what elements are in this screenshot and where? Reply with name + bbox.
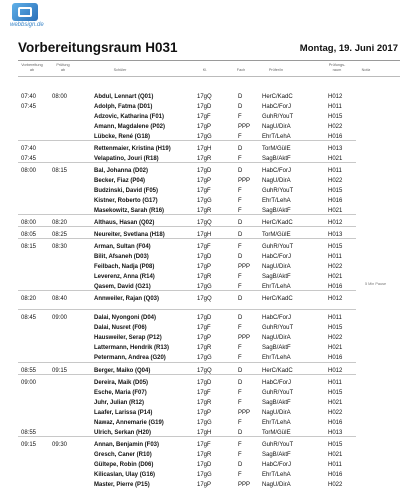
cell-raum: H011	[328, 104, 342, 110]
cell-fach: D	[238, 104, 243, 110]
cell-pruefer: HerC/KadC	[262, 220, 293, 226]
cell-raum: H016	[328, 355, 343, 361]
cell-raum: H016	[328, 134, 343, 140]
cell-fach: PPP	[238, 178, 251, 184]
cell-name: Rettenmaier, Kristina (H19)	[94, 146, 171, 152]
cell-klasse: 17gQ	[197, 94, 212, 100]
cell-pruefer: NagU/DirA	[262, 124, 291, 130]
cell-name: Hausweiler, Serap (P12)	[94, 335, 162, 341]
table-row	[0, 154, 418, 164]
cell-fach: F	[238, 156, 242, 162]
table-row	[0, 460, 418, 470]
cell-klasse: 17gH	[197, 232, 212, 238]
cell-klasse: 17gD	[197, 380, 212, 386]
cell-fach: PPP	[238, 482, 251, 488]
cell-pruefer: HabC/ForJ	[262, 168, 292, 174]
cell-vorbereitung: 08:20	[21, 296, 37, 302]
cell-klasse: 17gR	[197, 156, 212, 162]
cell-vorbereitung: 07:45	[21, 156, 37, 162]
cell-name: Becker, Fiaz (P04)	[94, 178, 146, 184]
cell-raum: H022	[328, 264, 343, 270]
cell-raum: H013	[328, 146, 343, 152]
cell-vorbereitung: 08:00	[21, 220, 37, 226]
cell-pruefer: GuhR/YouT	[262, 188, 294, 194]
cell-fach: F	[238, 325, 242, 331]
table-row	[0, 282, 418, 292]
cell-raum: H013	[328, 430, 343, 436]
cell-raum: H013	[328, 232, 343, 238]
column-header-raum-line2: raum	[332, 67, 342, 72]
cell-klasse: 17gF	[197, 325, 211, 331]
cell-fach: D	[238, 94, 243, 100]
cell-vorbereitung: 09:15	[21, 442, 37, 448]
cell-pruefer: GuhR/YouT	[262, 244, 294, 250]
cell-pruefer: GuhR/YouT	[262, 325, 294, 331]
page-title: Vorbereitungsraum H031	[18, 40, 178, 55]
cell-klasse: 17gG	[197, 420, 212, 426]
cell-fach: F	[238, 420, 242, 426]
table-header-divider	[18, 76, 400, 77]
cell-name: Bilit, Afsaneh (D03)	[94, 254, 149, 260]
cell-klasse: 17gR	[197, 274, 212, 280]
column-header-vorbereitung-line1: Vorbereitung	[21, 63, 43, 67]
cell-klasse: 17gG	[197, 472, 212, 478]
table-row	[0, 196, 418, 206]
cell-pruefer: EhrT/LehA	[262, 420, 291, 426]
cell-pruefer: EhrT/LehA	[262, 198, 291, 204]
cell-name: Annweiler, Rajan (Q03)	[94, 296, 160, 302]
cell-name: Gresch, Caner (R10)	[94, 452, 152, 458]
cell-name: Masekowitz, Sarah (R16)	[94, 208, 165, 214]
table-row	[0, 112, 418, 122]
cell-pruefer: SagB/AktF	[262, 345, 291, 351]
table-row	[0, 418, 418, 428]
table-row	[0, 323, 418, 333]
cell-raum: H021	[328, 274, 343, 280]
table-row	[0, 218, 418, 228]
column-header-pruefer: Prüfer/in	[268, 68, 284, 72]
cell-pruefer: SagB/AktF	[262, 156, 291, 162]
cell-pruefer: EhrT/LehA	[262, 472, 291, 478]
cell-klasse: 17gR	[197, 208, 212, 214]
column-header-raum-line1: Prüfungs-	[328, 63, 346, 67]
table-row	[0, 378, 418, 388]
table-row	[0, 102, 418, 112]
cell-raum: H016	[328, 198, 343, 204]
cell-pruefer: HerC/KadC	[262, 94, 293, 100]
cell-pruefer: SagB/AktF	[262, 208, 291, 214]
cell-pruefer: EhrT/LehA	[262, 134, 291, 140]
cell-name: Feilbach, Nadja (P08)	[94, 264, 155, 270]
table-row	[0, 166, 418, 176]
cell-pruefung: 08:25	[52, 232, 68, 238]
table-row	[0, 480, 418, 490]
cell-vorbereitung: 09:00	[21, 380, 37, 386]
pause-note: 5 Min Pause	[365, 282, 387, 286]
cell-raum: H021	[328, 156, 343, 162]
cell-raum: H021	[328, 400, 343, 406]
table-row	[0, 450, 418, 460]
logo-mark	[12, 3, 38, 21]
cell-name: Qasem, David (G21)	[94, 284, 151, 290]
cell-pruefer: SagB/AktF	[262, 274, 291, 280]
cell-klasse: 17gQ	[197, 368, 212, 374]
table-row	[0, 366, 418, 376]
table-row	[0, 313, 418, 323]
cell-klasse: 17gR	[197, 345, 212, 351]
cell-klasse: 17gH	[197, 146, 212, 152]
cell-name: Laafer, Larissa (P14)	[94, 410, 153, 416]
cell-fach: D	[238, 430, 243, 436]
cell-fach: PPP	[238, 124, 251, 130]
cell-klasse: 17gG	[197, 134, 212, 140]
cell-raum: H016	[328, 472, 343, 478]
cell-raum: H015	[328, 244, 343, 250]
cell-name: Adolph, Fatma (D01)	[94, 104, 153, 110]
cell-name: Dereira, Maik (D05)	[94, 380, 149, 386]
table-row	[0, 252, 418, 262]
cell-name: Arman, Sultan (F04)	[94, 244, 151, 250]
column-header-vorbereitung-line2: ab	[29, 67, 35, 72]
cell-vorbereitung: 08:55	[21, 368, 37, 374]
cell-fach: F	[238, 188, 242, 194]
cell-raum: H011	[328, 380, 342, 386]
column-header-raum	[326, 63, 348, 72]
table-row	[0, 428, 418, 438]
cell-pruefer: GuhR/YouT	[262, 442, 294, 448]
cell-raum: H012	[328, 368, 343, 374]
cell-fach: D	[238, 232, 243, 238]
cell-raum: H022	[328, 124, 343, 130]
cell-name: Amann, Magdalene (P02)	[94, 124, 166, 130]
page-date: Montag, 19. Juni 2017	[299, 43, 398, 54]
cell-klasse: 17gP	[197, 335, 212, 341]
cell-pruefer: NagU/DirA	[262, 178, 291, 184]
cell-name: Esche, Maria (F07)	[94, 390, 147, 396]
cell-fach: F	[238, 274, 242, 280]
cell-klasse: 17gP	[197, 178, 212, 184]
cell-pruefer: EhrT/LehA	[262, 284, 291, 290]
cell-fach: F	[238, 345, 242, 351]
column-header-pruefung	[52, 63, 74, 72]
cell-name: Gültepe, Robin (D06)	[94, 462, 154, 468]
cell-pruefung: 08:20	[52, 220, 68, 226]
cell-vorbereitung: 08:45	[21, 315, 37, 321]
column-header-notiz: Notiz	[361, 68, 371, 72]
cell-pruefer: NagU/DirA	[262, 335, 291, 341]
table-row	[0, 470, 418, 480]
cell-klasse: 17gR	[197, 400, 212, 406]
cell-name: Juhr, Julian (R12)	[94, 400, 145, 406]
cell-name: Annan, Benjamin (F03)	[94, 442, 160, 448]
company-logo	[10, 3, 44, 31]
cell-name: Master, Pierre (P15)	[94, 482, 150, 488]
cell-raum: H022	[328, 178, 343, 184]
cell-name: Budzinski, David (F05)	[94, 188, 159, 194]
table-row	[0, 343, 418, 353]
cell-name: Kilicaslan, Ulay (G16)	[94, 472, 156, 478]
cell-name: Nawaz, Annemarie (G19)	[94, 420, 164, 426]
cell-raum: H015	[328, 390, 343, 396]
column-header-name: Schüler	[113, 68, 127, 72]
cell-name: Kistner, Roberto (G17)	[94, 198, 158, 204]
cell-klasse: 17gR	[197, 452, 212, 458]
cell-fach: D	[238, 296, 243, 302]
table-row	[0, 92, 418, 102]
cell-vorbereitung: 08:00	[21, 168, 37, 174]
cell-pruefung: 08:00	[52, 94, 68, 100]
cell-pruefer: HabC/ForJ	[262, 254, 292, 260]
cell-pruefer: HabC/ForJ	[262, 462, 292, 468]
cell-raum: H015	[328, 442, 343, 448]
cell-fach: F	[238, 244, 242, 250]
cell-pruefung: 09:30	[52, 442, 68, 448]
cell-name: Adzovic, Katharina (F01)	[94, 114, 165, 120]
cell-pruefer: EhrT/LehA	[262, 355, 291, 361]
cell-vorbereitung: 07:40	[21, 94, 37, 100]
cell-fach: F	[238, 355, 242, 361]
cell-raum: H015	[328, 325, 343, 331]
logo-brand-text: webbsign.de	[10, 22, 44, 28]
cell-fach: F	[238, 208, 242, 214]
cell-klasse: 17gF	[197, 188, 211, 194]
cell-fach: F	[238, 400, 242, 406]
cell-pruefer: NagU/DirA	[262, 410, 291, 416]
cell-name: Leverenz, Anna (R14)	[94, 274, 155, 280]
cell-fach: F	[238, 452, 242, 458]
cell-klasse: 17gH	[197, 430, 212, 436]
cell-raum: H021	[328, 452, 343, 458]
cell-klasse: 17gQ	[197, 220, 212, 226]
cell-name: Petermann, Andrea (G20)	[94, 355, 166, 361]
column-header-fach: Fach	[236, 68, 246, 72]
table-row	[0, 440, 418, 450]
cell-klasse: 17gG	[197, 198, 212, 204]
cell-klasse: 17gG	[197, 284, 212, 290]
cell-fach: D	[238, 315, 243, 321]
cell-raum: H011	[328, 462, 342, 468]
column-header-pruefung-line2: ab	[60, 67, 66, 72]
cell-fach: F	[238, 472, 242, 478]
cell-fach: PPP	[238, 410, 251, 416]
table-row	[0, 353, 418, 363]
cell-raum: H015	[328, 188, 343, 194]
cell-fach: PPP	[238, 335, 251, 341]
cell-fach: D	[238, 380, 243, 386]
cell-klasse: 17gP	[197, 264, 212, 270]
cell-fach: F	[238, 198, 242, 204]
cell-fach: PPP	[238, 264, 251, 270]
cell-vorbereitung: 07:40	[21, 146, 37, 152]
table-row	[0, 144, 418, 154]
cell-raum: H022	[328, 482, 343, 488]
cell-name: Velapatino, Jouri (R18)	[94, 156, 159, 162]
table-row	[0, 242, 418, 252]
table-row	[0, 176, 418, 186]
table-row	[0, 262, 418, 272]
cell-vorbereitung: 08:15	[21, 244, 37, 250]
cell-klasse: 17gF	[197, 390, 211, 396]
cell-fach: D	[238, 254, 243, 260]
cell-name: Abdul, Lennart (Q01)	[94, 94, 154, 100]
cell-fach: D	[238, 462, 243, 468]
cell-pruefung: 08:40	[52, 296, 68, 302]
cell-fach: D	[238, 168, 243, 174]
cell-fach: D	[238, 146, 243, 152]
cell-pruefer: SagB/AktF	[262, 452, 291, 458]
cell-pruefer: GuhR/YouT	[262, 114, 294, 120]
cell-raum: H016	[328, 420, 343, 426]
cell-name: Lübcke, René (G18)	[94, 134, 151, 140]
cell-fach: D	[238, 368, 243, 374]
cell-pruefer: TorM/GüIE	[262, 430, 291, 436]
cell-raum: H021	[328, 208, 343, 214]
cell-name: Lattermann, Hendrik (R13)	[94, 345, 170, 351]
table-row	[0, 122, 418, 132]
cell-fach: F	[238, 284, 242, 290]
column-header-vorbereitung	[18, 63, 46, 72]
cell-raum: H011	[328, 168, 342, 174]
cell-pruefer: NagU/DirA	[262, 482, 291, 488]
cell-fach: F	[238, 114, 242, 120]
cell-fach: F	[238, 134, 242, 140]
cell-raum: H012	[328, 94, 343, 100]
cell-raum: H016	[328, 284, 343, 290]
cell-raum: H015	[328, 114, 343, 120]
table-row	[0, 398, 418, 408]
cell-pruefer: HerC/KadC	[262, 296, 293, 302]
cell-raum: H022	[328, 335, 343, 341]
header-divider	[18, 60, 400, 61]
cell-name: Ulrich, Serkan (H20)	[94, 430, 152, 436]
cell-klasse: 17gD	[197, 462, 212, 468]
table-row	[0, 388, 418, 398]
cell-klasse: 17gP	[197, 410, 212, 416]
cell-name: Neureiter, Svetlana (H18)	[94, 232, 165, 238]
cell-name: Berger, Maiko (Q04)	[94, 368, 151, 374]
cell-raum: H011	[328, 315, 342, 321]
cell-pruefer: NagU/DirA	[262, 264, 291, 270]
table-row	[0, 186, 418, 196]
table-row	[0, 206, 418, 216]
cell-klasse: 17gF	[197, 114, 211, 120]
cell-klasse: 17gG	[197, 355, 212, 361]
cell-fach: F	[238, 442, 242, 448]
cell-pruefer: HabC/ForJ	[262, 380, 292, 386]
cell-pruefung: 08:30	[52, 244, 68, 250]
cell-pruefer: TorM/GüIE	[262, 146, 291, 152]
cell-klasse: 17gD	[197, 168, 212, 174]
cell-klasse: 17gP	[197, 124, 212, 130]
cell-pruefer: SagB/AktF	[262, 400, 291, 406]
cell-name: Dalai, Nusret (F06)	[94, 325, 147, 331]
table-row	[0, 408, 418, 418]
cell-raum: H012	[328, 220, 343, 226]
table-row	[0, 333, 418, 343]
group-divider	[18, 309, 356, 310]
cell-klasse: 17gD	[197, 104, 212, 110]
column-header-pruefung-line1: Prüfung	[56, 63, 70, 67]
cell-vorbereitung: 08:55	[21, 430, 37, 436]
cell-raum: H021	[328, 345, 343, 351]
cell-pruefer: HabC/ForJ	[262, 104, 292, 110]
cell-pruefung: 09:00	[52, 315, 68, 321]
cell-name: Dalai, Nyongoni (D04)	[94, 315, 157, 321]
cell-klasse: 17gF	[197, 244, 211, 250]
cell-pruefer: GuhR/YouT	[262, 390, 294, 396]
table-row	[0, 272, 418, 282]
cell-klasse: 17gF	[197, 442, 211, 448]
cell-pruefung: 08:15	[52, 168, 68, 174]
cell-pruefer: HerC/KadC	[262, 368, 293, 374]
cell-klasse: 17gP	[197, 482, 212, 488]
cell-fach: F	[238, 390, 242, 396]
column-header-klasse: Kl.	[202, 68, 208, 72]
cell-pruefer: HabC/ForJ	[262, 315, 292, 321]
cell-name: Bal, Johanna (D02)	[94, 168, 149, 174]
cell-pruefung: 09:15	[52, 368, 68, 374]
cell-klasse: 17gD	[197, 315, 212, 321]
table-row	[0, 132, 418, 142]
cell-raum: H012	[328, 296, 343, 302]
cell-vorbereitung: 07:45	[21, 104, 37, 110]
cell-klasse: 17gD	[197, 254, 212, 260]
cell-vorbereitung: 08:05	[21, 232, 37, 238]
cell-fach: D	[238, 220, 243, 226]
cell-raum: H011	[328, 254, 342, 260]
cell-klasse: 17gQ	[197, 296, 212, 302]
table-row	[0, 230, 418, 240]
cell-raum: H022	[328, 410, 343, 416]
cell-name: Althaus, Hasan (Q02)	[94, 220, 155, 226]
table-row	[0, 294, 418, 304]
cell-pruefer: TorM/GüIE	[262, 232, 291, 238]
